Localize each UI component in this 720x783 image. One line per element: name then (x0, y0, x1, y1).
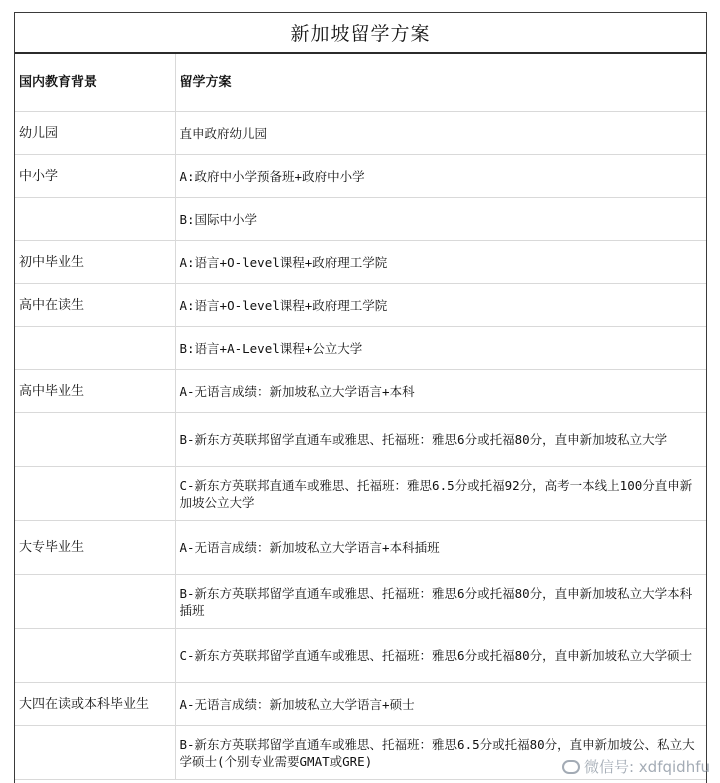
header-row (15, 54, 706, 112)
background-cell (15, 413, 175, 467)
plan-cell: B-新东方英联邦留学直通车或雅思、托福班：雅思6分或托福80分，直申新加坡私立大学本科插班 (175, 575, 706, 629)
document-frame (14, 12, 707, 783)
background-cell (15, 629, 175, 683)
plan-cell: B-新东方英联邦留学直通车或雅思、托福班：雅思6.5分或托福80分，直申新加坡公、私立大学硕士(个别专业需要GMAT或GRE) (175, 726, 706, 780)
background-cell: 高中在读生 (15, 284, 175, 327)
table-row (15, 370, 706, 413)
plan-cell: C-新东方英联邦直通车或雅思、托福班：雅思6.5分或托福92分，高考一本线上100分直申新加坡公立大学 (175, 467, 706, 521)
table-row (15, 521, 706, 575)
plan-cell: B:语言+A-Level课程+公立大学 (175, 327, 706, 370)
background-cell: 初中毕业生 (15, 241, 175, 284)
plan-cell: C-新东方英联邦留学直通车或雅思、托福班：雅思6分或托福80分，直申新加坡私立大学硕士 (175, 629, 706, 683)
table-row (15, 413, 706, 467)
table-row (15, 629, 706, 683)
plan-table (15, 54, 706, 780)
header-background: 国内教育背景 (15, 54, 175, 112)
watermark (562, 756, 710, 777)
plan-cell: B:国际中小学 (175, 198, 706, 241)
table-row (15, 284, 706, 327)
plan-cell: A:政府中小学预备班+政府中小学 (175, 155, 706, 198)
plan-cell: B-新东方英联邦留学直通车或雅思、托福班：雅思6分或托福80分，直申新加坡私立大学 (175, 413, 706, 467)
background-cell (15, 575, 175, 629)
table-row (15, 683, 706, 726)
table-row (15, 575, 706, 629)
background-cell: 大四在读或本科毕业生 (15, 683, 175, 726)
background-cell: 中小学 (15, 155, 175, 198)
background-cell (15, 726, 175, 780)
watermark-text: 微信号: xdfqidhfu (583, 758, 710, 776)
table-row (15, 327, 706, 370)
background-cell (15, 467, 175, 521)
table-row (15, 155, 706, 198)
table-row (15, 241, 706, 284)
wechat-icon (562, 760, 580, 774)
table-row (15, 198, 706, 241)
background-cell: 幼儿园 (15, 112, 175, 155)
background-cell: 大专毕业生 (15, 521, 175, 575)
header-plan: 留学方案 (175, 54, 706, 112)
table-row (15, 112, 706, 155)
table-row (15, 467, 706, 521)
plan-cell: A:语言+O-level课程+政府理工学院 (175, 241, 706, 284)
plan-cell: A:语言+O-level课程+政府理工学院 (175, 284, 706, 327)
plan-cell: A-无语言成绩：新加坡私立大学语言+硕士 (175, 683, 706, 726)
plan-cell: A-无语言成绩：新加坡私立大学语言+本科插班 (175, 521, 706, 575)
table-title: 新加坡留学方案 (15, 13, 706, 54)
plan-cell: 直申政府幼儿园 (175, 112, 706, 155)
table-body (15, 54, 706, 780)
background-cell (15, 327, 175, 370)
background-cell: 高中毕业生 (15, 370, 175, 413)
plan-cell: A-无语言成绩：新加坡私立大学语言+本科 (175, 370, 706, 413)
background-cell (15, 198, 175, 241)
